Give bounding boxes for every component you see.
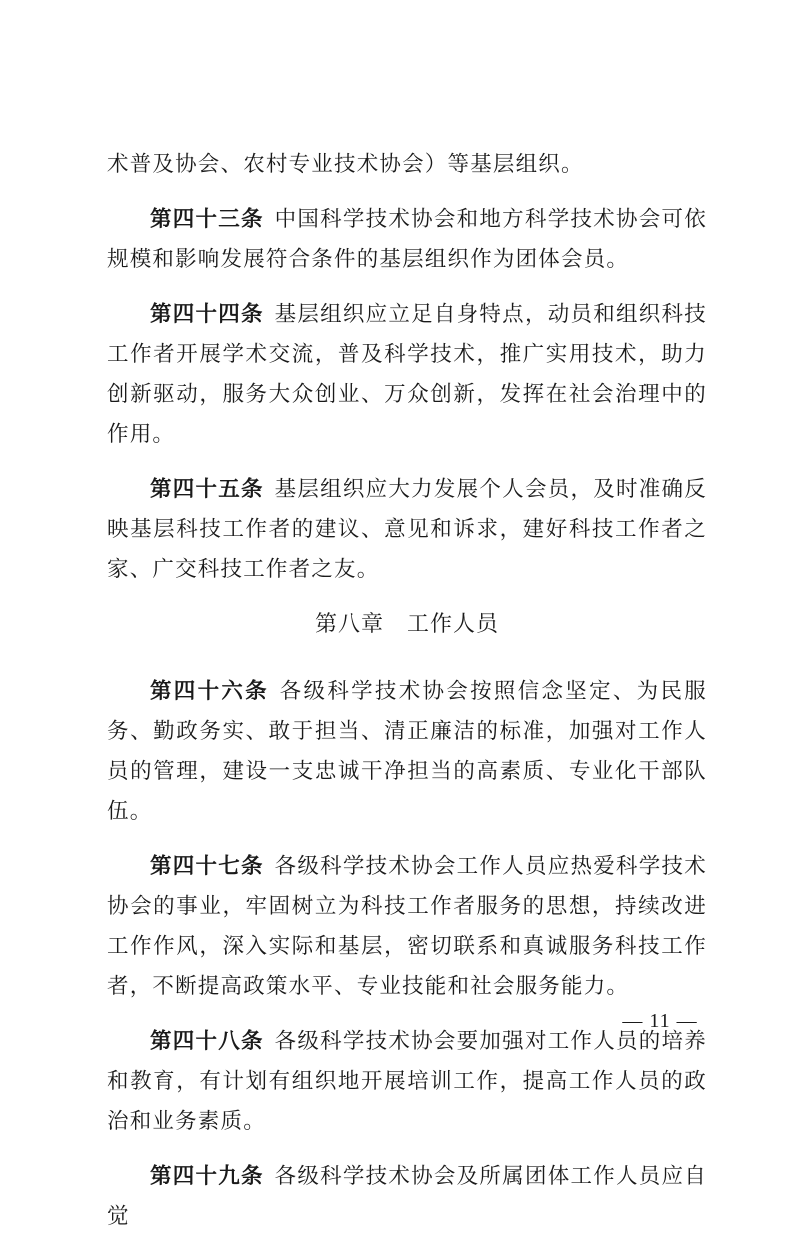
article-text: 各级科学技术协会及所属团体工作人员应自觉 xyxy=(107,1164,707,1229)
article-number: 第四十八条 xyxy=(150,1029,264,1054)
article-48 xyxy=(107,1022,707,1142)
paragraph-text: 术普及协会、农村专业技术协会）等基层组织。 xyxy=(107,152,584,177)
page-number: — 11 — xyxy=(622,1010,698,1032)
article-43 xyxy=(107,200,707,280)
article-number: 第四十七条 xyxy=(150,854,264,879)
article-49 xyxy=(107,1157,707,1237)
article-text: 各级科学技术协会工作人员应热爱科学技术协会的事业，牢固树立为科技工作者服务的思想，持续改进工作作风，深入实际和基层，密切联系和真诚服务科技工作者，不断提高政策水平、专业技能和社会服务能力。 xyxy=(107,854,707,999)
paragraph-continuation xyxy=(107,145,707,185)
article-text: 基层组织应大力发展个人会员，及时准确反映基层科技工作者的建议、意见和诉求，建好科技工作者之家、广交科技工作者之友。 xyxy=(107,477,707,582)
article-number: 第四十三条 xyxy=(150,207,264,232)
article-text: 各级科学技术协会要加强对工作人员的培养和教育，有计划有组织地开展培训工作，提高工作人员的政治和业务素质。 xyxy=(107,1029,707,1134)
article-44 xyxy=(107,295,707,455)
article-47 xyxy=(107,847,707,1007)
article-46 xyxy=(107,672,707,832)
article-45 xyxy=(107,470,707,590)
article-number: 第四十九条 xyxy=(150,1164,264,1189)
chapter-title: 第八章 工作人员 xyxy=(314,612,499,637)
article-number: 第四十六条 xyxy=(150,679,269,704)
article-text: 中国科学技术协会和地方科学技术协会可依规模和影响发展符合条件的基层组织作为团体会员。 xyxy=(107,207,707,272)
article-text: 各级科学技术协会按照信念坚定、为民服务、勤政务实、敢于担当、清正廉洁的标准，加强对工作人员的管理，建设一支忠诚干净担当的高素质、专业化干部队伍。 xyxy=(107,679,707,824)
document-body xyxy=(107,145,707,1252)
article-number: 第四十四条 xyxy=(150,302,264,327)
article-number: 第四十五条 xyxy=(150,477,264,502)
article-text: 基层组织应立足自身特点，动员和组织科技工作者开展学术交流，普及科学技术，推广实用技术，助力创新驱动，服务大众创业、万众创新，发挥在社会治理中的作用。 xyxy=(107,302,707,447)
